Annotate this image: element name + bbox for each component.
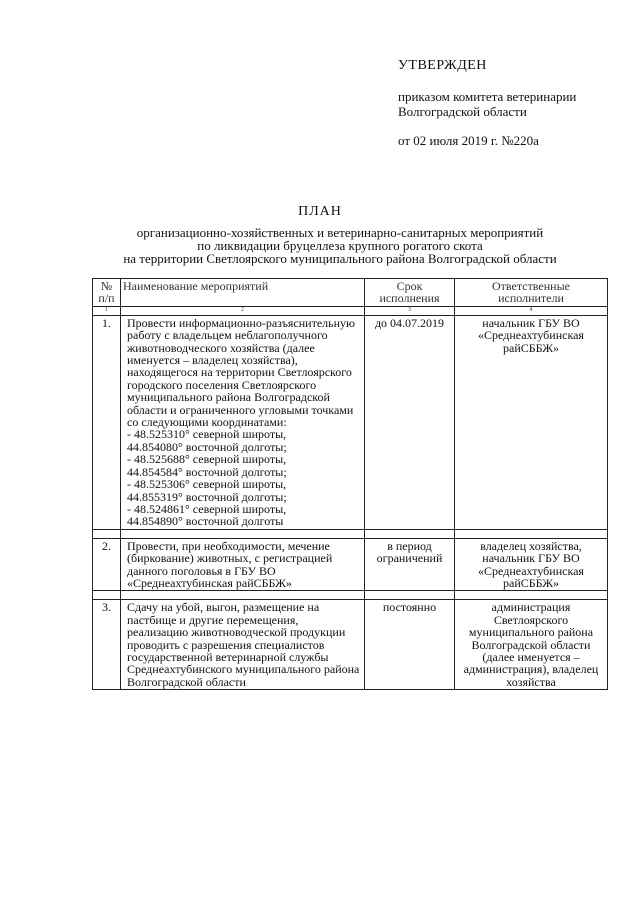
column-number: 2 (121, 306, 365, 315)
column-number: 3 (365, 306, 455, 315)
coordinate-line: - 48.524861° северной широты, (127, 501, 287, 516)
header-term-line2: исполнения (379, 291, 440, 306)
header-resp-line1: Ответственные (492, 279, 570, 293)
row-term: до 04.07.2019 (365, 315, 455, 529)
row-num: 2. (93, 538, 121, 591)
row-name (121, 315, 365, 529)
header-num-line1: № (100, 279, 113, 293)
plan-subtitle-line1: организационно-хозяйственных и ветеринарно-санитарных мероприятий (136, 225, 544, 240)
coordinate-line: - 48.525306° северной широты, (127, 477, 287, 492)
coordinate-line: 44.854080° восточной долготы; (127, 439, 287, 454)
plan-table (92, 278, 608, 690)
table-row (93, 315, 608, 529)
header-name: Наименование мероприятий (121, 279, 365, 307)
plan-title: ПЛАН (298, 204, 342, 219)
coordinate-line: - 48.525310° северной широты, (127, 427, 287, 442)
plan-subtitle-line2: по ликвидации бруцеллеза крупного рогатого скота (197, 238, 483, 253)
row-spacer (93, 529, 608, 538)
column-number-row (93, 306, 608, 315)
table-row (93, 538, 608, 591)
header-resp-line2: исполнители (498, 291, 564, 306)
row-term: в период ограничений (365, 538, 455, 591)
column-number: 1 (93, 306, 121, 315)
row-num: 1. (93, 315, 121, 529)
header-term (365, 279, 455, 307)
approved-title: УТВЕРЖДЕН (398, 58, 487, 73)
approval-order-date: от 02 июля 2019 г. №220а (398, 133, 539, 148)
plan-subtitle (60, 226, 620, 265)
column-number: 4 (455, 306, 608, 315)
plan-subtitle-line3: на территории Светлоярского муниципального района Волгоградской области (123, 251, 557, 266)
row-num: 3. (93, 600, 121, 690)
header-responsible (455, 279, 608, 307)
coordinate-line: 44.854890° восточной долготы (127, 514, 284, 529)
approval-order-line2: Волгоградской области (398, 104, 527, 119)
approval-order-line1: приказом комитета ветеринарии (398, 89, 577, 104)
row-name: Сдачу на убой, выгон, размещение на пастбище и другие перемещения, реализацию животноводческой продукции проводить с разрешения специалистов государственной ветеринарной службы Среднеахтубинского муниципального района Волгоградской области (121, 600, 365, 690)
coordinate-line: 44.854584° восточной долготы; (127, 464, 287, 479)
row-name-text: Провести информационно-разъяснительную работу с владельцем неблагополучного животноводческого хозяйства (далее именуется – владелец хозяйства), находящегося на территории Светлоярского городского поселения Светлоярского муниципального района Волгоградской области и ограниченного угловыми точками со следующими координатами: (127, 315, 356, 430)
coordinate-line: 44.855319° восточной долготы; (127, 489, 287, 504)
header-term-line1: Срок (396, 279, 423, 293)
row-responsible: администрация Светлоярского муниципального района Волгоградской области (далее именуется – администрация), владелец хозяйства (455, 600, 608, 690)
table-row (93, 600, 608, 690)
coordinate-line: - 48.525688° северной широты, (127, 452, 287, 467)
header-num (93, 279, 121, 307)
row-responsible: начальник ГБУ ВО «Среднеахтубинская райСББЖ» (455, 315, 608, 529)
row-term: постоянно (365, 600, 455, 690)
row-name: Провести, при необходимости, мечение (биркование) животных, с регистрацией данного поголовья в ГБУ ВО «Среднеахтубинская райСББЖ» (121, 538, 365, 591)
approval-block (398, 58, 628, 148)
table-header-row (93, 279, 608, 307)
row-spacer (93, 591, 608, 600)
header-num-line2: п/п (98, 291, 115, 306)
row-responsible: владелец хозяйства, начальник ГБУ ВО «Среднеахтубинская райСББЖ» (455, 538, 608, 591)
